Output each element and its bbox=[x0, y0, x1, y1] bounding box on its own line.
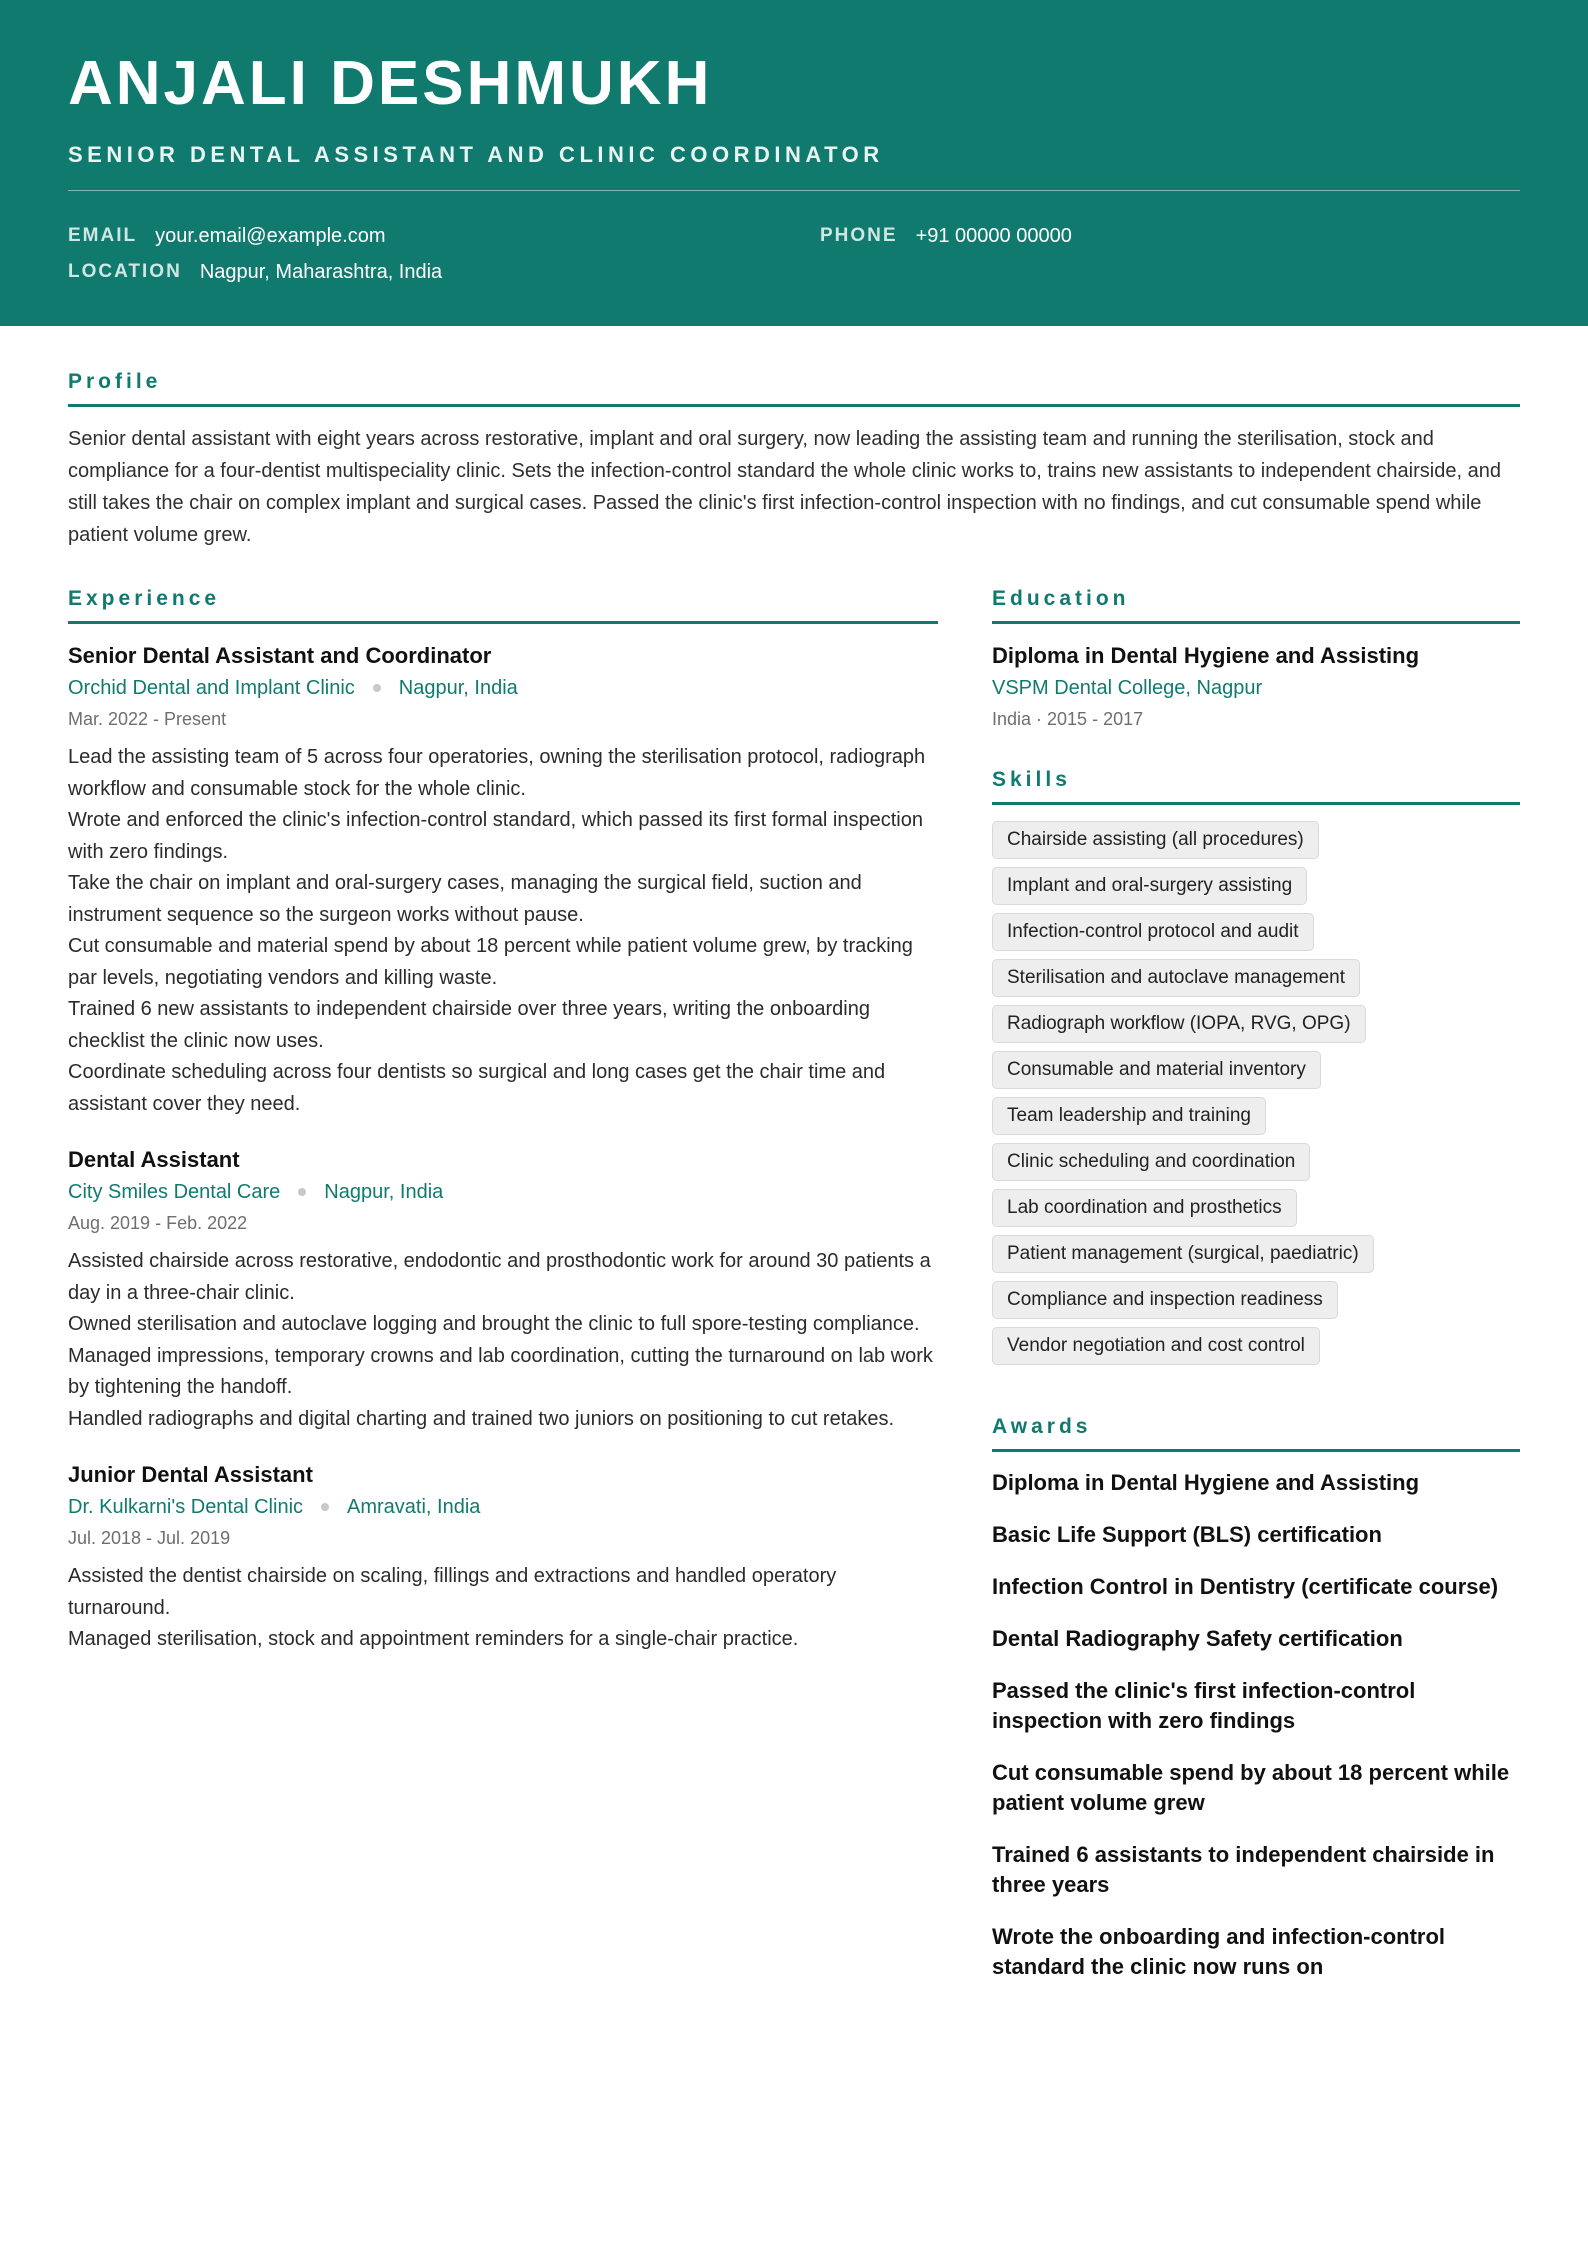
skill-tag: Compliance and inspection readiness bbox=[992, 1281, 1338, 1319]
award-item: Dental Radiography Safety certification bbox=[992, 1626, 1403, 1651]
skill-tag: Radiograph workflow (IOPA, RVG, OPG) bbox=[992, 1005, 1366, 1043]
skill-tag: Chairside assisting (all procedures) bbox=[992, 821, 1319, 859]
left-column bbox=[68, 587, 938, 2004]
experience-section bbox=[68, 587, 938, 1656]
section-heading: Education bbox=[992, 587, 1520, 624]
job-company: Dr. Kulkarni's Dental Clinic bbox=[68, 1496, 304, 1518]
email-value[interactable]: your.email@example.com bbox=[155, 224, 386, 247]
job-bullet: Owned sterilisation and autoclave logging and brought the clinic to full spore-testing compliance. bbox=[68, 1313, 920, 1335]
separator-dot bbox=[373, 684, 381, 692]
job-bullet: Assisted chairside across restorative, endodontic and prosthodontic work for around 30 patients a day in a three-chair clinic. bbox=[68, 1250, 931, 1304]
job-location: Nagpur, India bbox=[398, 677, 518, 699]
candidate-title: SENIOR DENTAL ASSISTANT AND CLINIC COORDINATOR bbox=[68, 142, 884, 167]
skill-tag: Infection-control protocol and audit bbox=[992, 913, 1314, 951]
award-item: Infection Control in Dentistry (certificate course) bbox=[992, 1574, 1499, 1599]
contact-info bbox=[68, 218, 1520, 290]
skill-tag: Clinic scheduling and coordination bbox=[992, 1143, 1310, 1181]
skill-tag: Sterilisation and autoclave management bbox=[992, 959, 1360, 997]
award-item: Cut consumable spend by about 18 percent while patient volume grew bbox=[992, 1760, 1510, 1815]
resume-body bbox=[0, 370, 1588, 2004]
award-item: Passed the clinic's first infection-control inspection with zero findings bbox=[992, 1678, 1416, 1733]
separator-dot bbox=[321, 1503, 329, 1511]
skill-tag: Lab coordination and prosthetics bbox=[992, 1189, 1297, 1227]
job-bullet: Take the chair on implant and oral-surgery cases, managing the surgical field, suction and instrument sequence so the surgeon works without pause. bbox=[68, 872, 862, 926]
job-org bbox=[68, 672, 938, 704]
location-label: LOCATION bbox=[68, 261, 182, 282]
contact-row bbox=[68, 254, 1520, 290]
awards-section bbox=[992, 1415, 1520, 1982]
award-item: Wrote the onboarding and infection-control standard the clinic now runs on bbox=[992, 1924, 1446, 1979]
candidate-name: ANJALI DESHMUKH bbox=[68, 49, 713, 118]
job-org bbox=[68, 1176, 938, 1208]
job-bullet: Wrote and enforced the clinic's infection-control standard, which passed its first formal inspection with zero findings. bbox=[68, 809, 923, 863]
email-label: EMAIL bbox=[68, 225, 138, 246]
location-value: Nagpur, Maharashtra, India bbox=[199, 260, 443, 283]
skill-tag: Team leadership and training bbox=[992, 1097, 1266, 1135]
award-item: Diploma in Dental Hygiene and Assisting bbox=[992, 1470, 1420, 1495]
contact-location bbox=[68, 261, 442, 284]
job-location: Nagpur, India bbox=[324, 1181, 444, 1203]
job-company: City Smiles Dental Care bbox=[68, 1181, 281, 1203]
contact-row bbox=[68, 218, 1520, 254]
award-item: Trained 6 assistants to independent chairside in three years bbox=[992, 1842, 1495, 1897]
job-location: Amravati, India bbox=[347, 1496, 481, 1518]
job-bullet: Assisted the dentist chairside on scaling, fillings and extractions and handled operatory turnaround. bbox=[68, 1565, 837, 1619]
job-company: Orchid Dental and Implant Clinic bbox=[68, 677, 355, 699]
education-degree: Diploma in Dental Hygiene and Assisting bbox=[992, 643, 1420, 668]
job-entry bbox=[68, 1459, 938, 1656]
two-column-layout bbox=[68, 587, 1520, 2004]
job-entry bbox=[68, 640, 938, 1120]
education-section bbox=[992, 587, 1520, 734]
phone-value[interactable]: +91 00000 00000 bbox=[915, 224, 1072, 247]
job-dates: Aug. 2019 - Feb. 2022 bbox=[68, 1213, 248, 1233]
job-dates: Jul. 2018 - Jul. 2019 bbox=[68, 1528, 231, 1548]
job-title: Dental Assistant bbox=[68, 1147, 240, 1172]
award-item: Basic Life Support (BLS) certification bbox=[992, 1522, 1382, 1547]
job-title: Senior Dental Assistant and Coordinator bbox=[68, 643, 492, 668]
job-bullet: Cut consumable and material spend by about 18 percent while patient volume grew, by tracking par levels, negotiating vendors and killing waste. bbox=[68, 935, 913, 989]
section-heading: Experience bbox=[68, 587, 938, 624]
job-entry bbox=[68, 1144, 938, 1435]
contact-phone bbox=[820, 225, 1072, 248]
job-bullet: Lead the assisting team of 5 across four operatories, owning the sterilisation protocol, radiograph workflow and consumable stock for the whole clinic. bbox=[68, 746, 926, 800]
profile-text: Senior dental assistant with eight years across restorative, implant and oral surgery, now leading the assisting team and running the sterilisation, stock and compliance for a four-dentist multispeciality clinic. Sets the infection-control standard the whole clinic works to, trains new assistants to independent chairside, and still takes the chair on complex implant and surgical cases. Passed the clinic's first infection-control inspection with no findings, and cut consumable spend while patient volume grew. bbox=[68, 428, 1501, 546]
phone-label: PHONE bbox=[820, 225, 898, 246]
skill-tag: Implant and oral-surgery assisting bbox=[992, 867, 1307, 905]
section-heading: Skills bbox=[992, 768, 1520, 805]
contact-email bbox=[68, 225, 820, 248]
resume-header bbox=[0, 0, 1588, 326]
section-heading: Profile bbox=[68, 370, 1520, 407]
job-title: Junior Dental Assistant bbox=[68, 1462, 313, 1487]
job-bullet: Handled radiographs and digital charting and trained two juniors on positioning to cut retakes. bbox=[68, 1407, 895, 1430]
header-divider bbox=[68, 190, 1520, 191]
skill-tag: Consumable and material inventory bbox=[992, 1051, 1321, 1089]
right-column bbox=[992, 587, 1520, 2004]
job-bullet: Trained 6 new assistants to independent chairside over three years, writing the onboarding checklist the clinic now uses. bbox=[68, 998, 870, 1052]
job-bullet: Managed impressions, temporary crowns and lab coordination, cutting the turnaround on lab work by tightening the handoff. bbox=[68, 1344, 933, 1398]
job-bullet: Managed sterilisation, stock and appointment reminders for a single-chair practice. bbox=[68, 1628, 799, 1650]
skill-tag: Vendor negotiation and cost control bbox=[992, 1327, 1320, 1365]
education-meta: India · 2015 - 2017 bbox=[992, 709, 1144, 729]
job-dates: Mar. 2022 - Present bbox=[68, 709, 227, 729]
section-heading: Awards bbox=[992, 1415, 1520, 1452]
job-bullet: Coordinate scheduling across four dentists so surgical and long cases get the chair time and assistant cover they need. bbox=[68, 1061, 886, 1115]
job-org bbox=[68, 1491, 938, 1523]
skills-list bbox=[992, 821, 1520, 1373]
education-school: VSPM Dental College, Nagpur bbox=[992, 677, 1263, 699]
skill-tag: Patient management (surgical, paediatric) bbox=[992, 1235, 1374, 1273]
profile-section bbox=[68, 370, 1520, 551]
separator-dot bbox=[298, 1188, 306, 1196]
skills-section bbox=[992, 768, 1520, 1373]
